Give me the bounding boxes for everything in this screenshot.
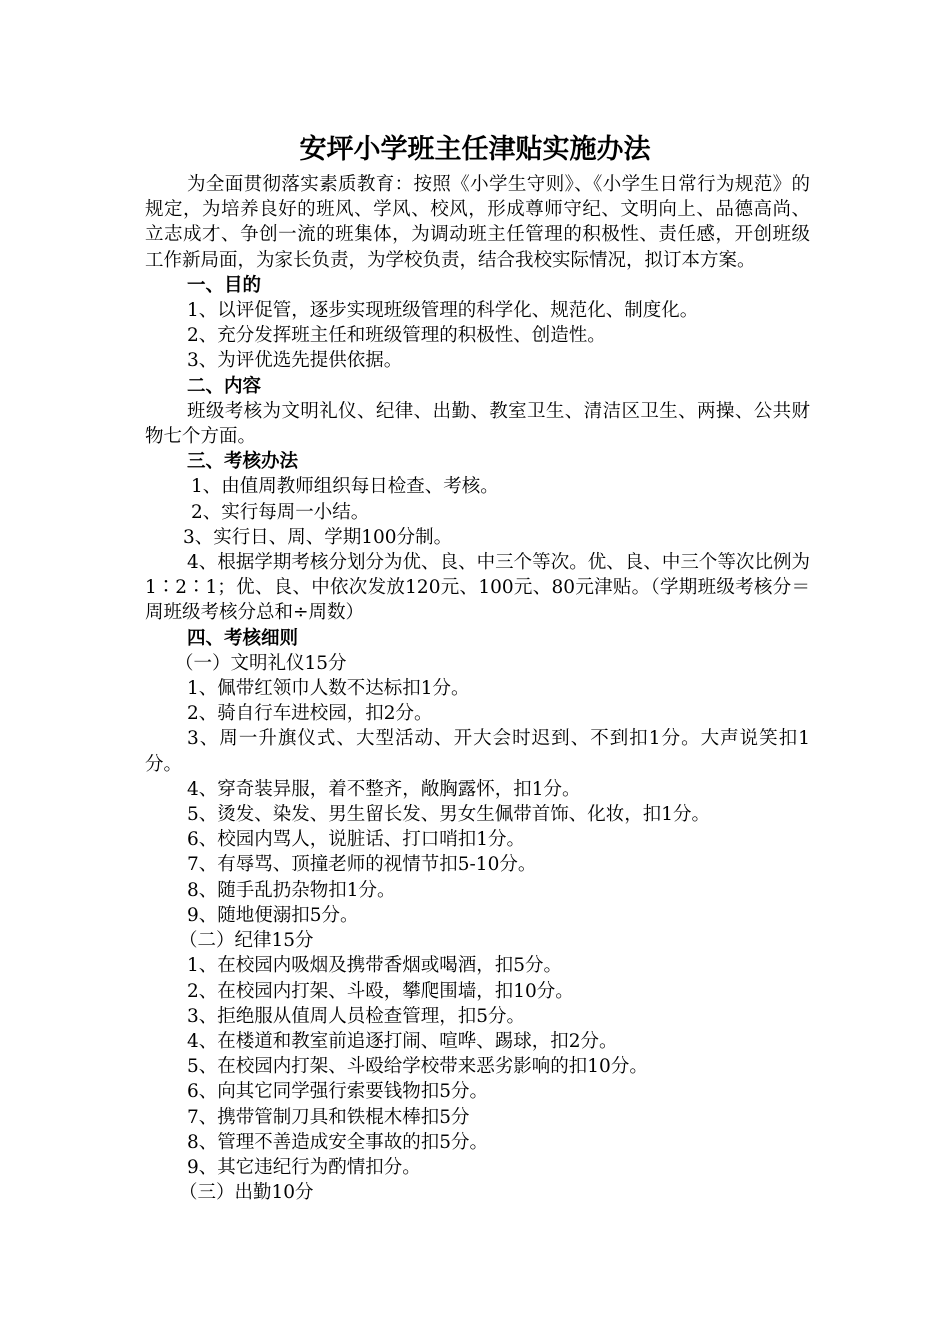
subsection-heading-attendance: （三）出勤10分 xyxy=(179,1182,314,1204)
discipline-item: 8、管理不善造成安全事故的扣5分。 xyxy=(187,1131,489,1153)
purpose-item: 3、为评优选先提供依据。 xyxy=(187,350,403,372)
discipline-item: 9、其它违纪行为酌情扣分。 xyxy=(187,1156,421,1178)
method-item: 2、实行每周一小结。 xyxy=(191,501,370,523)
etiquette-item: 9、随地便溺扣5分。 xyxy=(187,904,359,926)
discipline-item: 2、在校园内打架、斗殴，攀爬围墙，扣10分。 xyxy=(187,980,574,1002)
purpose-item: 1、以评促管，逐步实现班级管理的科学化、规范化、制度化。 xyxy=(187,300,699,322)
document-body xyxy=(145,172,810,1205)
etiquette-item: 1、佩带红领巾人数不达标扣1分。 xyxy=(187,678,470,700)
purpose-item: 2、充分发挥班主任和班级管理的积极性、创造性。 xyxy=(187,325,606,347)
etiquette-item: 2、骑自行车进校园，扣2分。 xyxy=(187,703,433,725)
content-paragraph: 班级考核为文明礼仪、纪律、出勤、教室卫生、清洁区卫生、两操、公共财物七个方面。 xyxy=(145,400,810,448)
discipline-item: 1、在校园内吸烟及携带香烟或喝酒，扣5分。 xyxy=(187,955,563,977)
etiquette-item: 7、有辱骂、顶撞老师的视情节扣5-10分。 xyxy=(187,854,537,876)
etiquette-item: 5、烫发、染发、男生留长发、男女生佩带首饰、化妆，扣1分。 xyxy=(187,804,711,826)
etiquette-item: 4、穿奇装异服，着不整齐，敞胸露怀，扣1分。 xyxy=(187,778,581,800)
etiquette-item: 3、周一升旗仪式、大型活动、开大会时迟到、不到扣1分。大声说笑扣1分。 xyxy=(145,728,810,775)
section-heading-content: 二、内容 xyxy=(187,375,262,397)
etiquette-item: 8、随手乱扔杂物扣1分。 xyxy=(187,879,396,901)
document-title: 安坪小学班主任津贴实施办法 xyxy=(299,134,651,165)
intro-paragraph: 为全面贯彻落实素质教育：按照《小学生守则》、《小学生日常行为规范》的规定，为培养良好的班风、学风、校风，形成尊师守纪、文明向上、品德高尚、立志成才、争创一流的班集体，为调动班主任管理的积极性、责任感，开创班级工作新局面，为家长负责，为学校负责，结合我校实际情况，拟订本方案。 xyxy=(145,174,810,271)
method-item: 1、由值周教师组织每日检查、考核。 xyxy=(191,476,499,498)
etiquette-item: 6、校园内骂人，说脏话、打口哨扣1分。 xyxy=(187,829,526,851)
discipline-item: 6、向其它同学强行索要钱物扣5分。 xyxy=(187,1081,489,1103)
section-heading-rules: 四、考核细则 xyxy=(187,627,299,649)
discipline-item: 5、在校园内打架、斗殴给学校带来恶劣影响的扣10分。 xyxy=(187,1056,648,1078)
discipline-item: 4、在楼道和教室前追逐打闹、喧哗、踢球，扣2分。 xyxy=(187,1030,618,1052)
discipline-item: 7、携带管制刀具和铁棍木棒扣5分 xyxy=(187,1106,470,1128)
section-heading-purpose: 一、目的 xyxy=(187,274,262,296)
subsection-heading-discipline: （二）纪律15分 xyxy=(179,930,314,952)
method-item: 4、根据学期考核分划分为优、良、中三个等次。优、良、中三个等次比例为1∶2∶1；优、良、中依次发放120元、100元、80元津贴。（学期班级考核分＝周班级考核分总和÷周数） xyxy=(145,552,810,624)
subsection-heading-etiquette: （一）文明礼仪15分 xyxy=(175,652,347,674)
section-heading-method: 三、考核办法 xyxy=(187,451,299,473)
discipline-item: 3、拒绝服从值周人员检查管理，扣5分。 xyxy=(187,1005,526,1027)
method-item: 3、实行日、周、学期100分制。 xyxy=(183,526,453,548)
